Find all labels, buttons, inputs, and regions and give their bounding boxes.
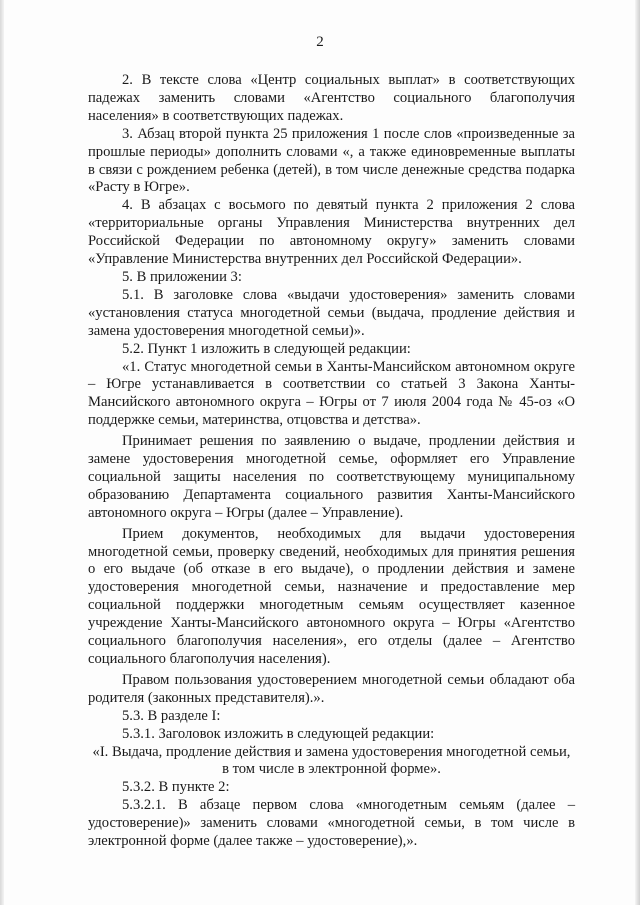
scan-edge-left: [0, 0, 4, 905]
document-body: [88, 72, 575, 851]
quoted-paragraph-4: Правом пользования удостоверением многодетной семьи обладают оба родителя (законных представителя).».: [88, 671, 575, 706]
paragraph-item-5-3-1: 5.3.1. Заголовок изложить в следующей редакции:: [122, 725, 435, 742]
scan-edge-right: [635, 0, 640, 905]
paragraph-item-4: 4. В абзацах с восьмого по девятый пункта 2 приложения 2 слова «территориальные органы Управления Министерства внутренних дел Российской Федерации по автономному округу» заменить словами «Управление Министерства внутренних дел Российской Федерации».: [88, 197, 575, 268]
quoted-paragraph-3: Прием документов, необходимых для выдачи удостоверения многодетной семьи, проверку сведений, необходимых для принятия решения о его выдаче (об отказе в его выдаче), о продлении действия и замене удостоверения многодетной семьи, назначение и предоставление мер социальной поддержки многодетным семьям осуществляет казенное учреждение Ханты-Мансийского автономного округа – Югры «Агентство социального благополучия населения», его отделы (далее – Агентство социального благополучия населения).: [88, 525, 575, 667]
paragraph-item-3: 3. Абзац второй пункта 25 приложения 1 после слов «произведенные за прошлые периоды» дополнить словами «, а также единовременные выплаты в связи с рождением ребенка (детей), в том числе денежные средства подарка «Расту в Югре».: [88, 125, 575, 196]
paragraph-item-5-3-2: 5.3.2. В пункте 2:: [122, 779, 230, 796]
paragraph-item-2: 2. В тексте слова «Центр социальных выплат» в соответствующих падежах заменить словами «Агентство социального благополучия населения» в соответствующих падежах.: [88, 72, 575, 124]
page-number: 2: [316, 34, 324, 50]
quoted-paragraph-1: «1. Статус многодетной семьи в Ханты-Мансийском автономном округе – Югре устанавливается в соответствии со статьей 3 Закона Ханты-Мансийского автономного округа – Югры от 7 июля 2004 года № 45-оз «О поддержке семьи, материнства, отцовства и детства».: [88, 358, 575, 429]
quoted-paragraph-2: Принимает решения по заявлению о выдаче, продлении действия и замене удостоверения многодетной семье, оформляет его Управление социальной защиты населения по соответствующему муниципальному образованию Департамента социального развития Ханты-Мансийского автономного округа – Югры (далее – Управление).: [88, 433, 575, 521]
section-heading-quote: «I. Выдача, продление действия и замена удостоверения многодетной семьи, в том числе в электронной форме».: [92, 743, 571, 778]
paragraph-item-5-3-2-1: 5.3.2.1. В абзаце первом слова «многодетным семьям (далее – удостоверение)» заменить словами «многодетной семьи, в том числе в электронной форме (далее также – удостоверение),».: [88, 797, 575, 850]
paragraph-item-5-3: 5.3. В разделе I:: [122, 707, 221, 724]
paragraph-item-5-1: 5.1. В заголовке слова «выдачи удостоверения» заменить словами «установления статуса многодетной семьи (выдача, продление действия и замена удостоверения многодетной семьи)».: [88, 286, 575, 339]
paragraph-item-5: 5. В приложении 3:: [122, 268, 242, 285]
paragraph-item-5-2: 5.2. Пункт 1 изложить в следующей редакции:: [122, 340, 411, 357]
